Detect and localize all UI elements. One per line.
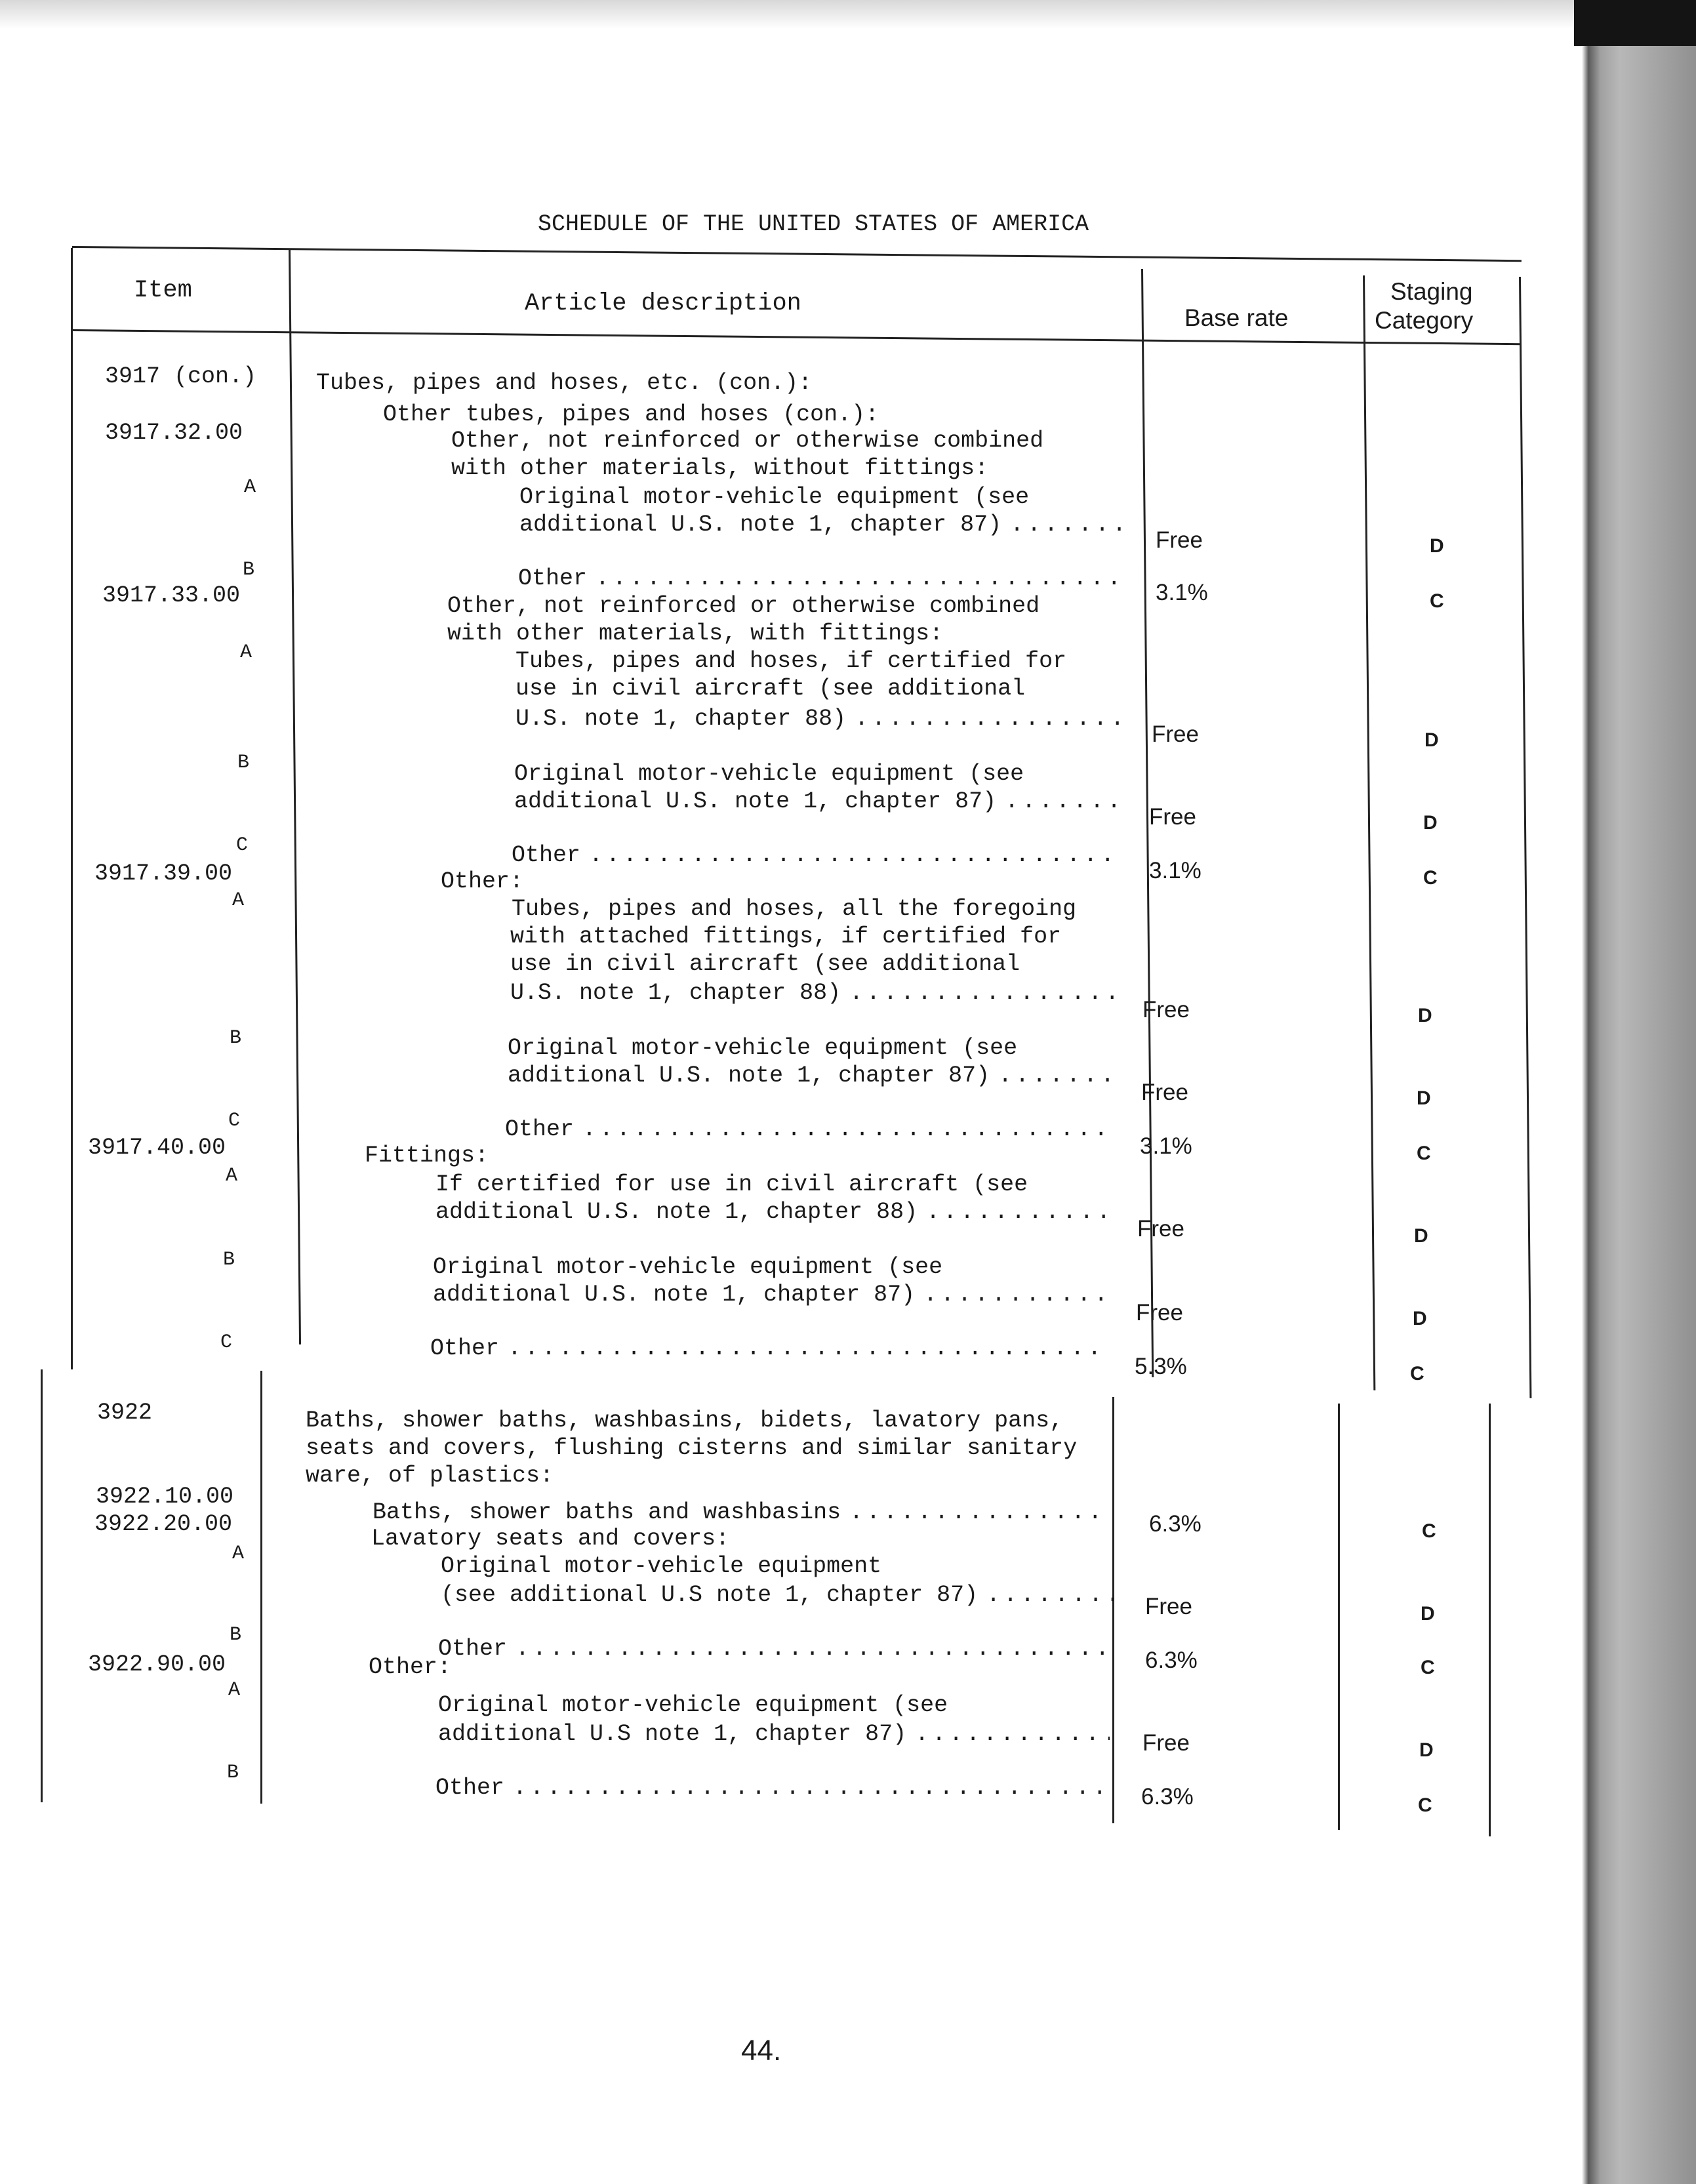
description-line: additional U.S. note 1, chapter 87) . . . (519, 512, 1125, 538)
base-rate-value: 6.3% (1141, 1784, 1194, 1810)
description-line: additional U.S. note 1, chapter 87) . . . (433, 1282, 1107, 1308)
sub-item-letter: A (232, 889, 245, 912)
scan-binding-edge (1581, 0, 1696, 2184)
staging-category-value: C (1418, 1794, 1432, 1816)
staging-category-value: D (1424, 729, 1439, 751)
description-line: Original motor-vehicle equipment (see (433, 1254, 943, 1280)
description-line: Other . . . (435, 1775, 1108, 1801)
description-line: Other . . . (430, 1335, 1106, 1362)
header-base-rate: Base rate (1184, 304, 1289, 331)
base-rate-value: Free (1156, 527, 1203, 553)
description-line: with attached fittings, if certified for (510, 923, 1062, 950)
table-right-border-lower (1489, 1404, 1491, 1836)
description-line: Tubes, pipes and hoses, etc. (con.): (316, 370, 813, 396)
staging-category-value: D (1423, 812, 1438, 834)
description-line: Lavatory seats and covers: (371, 1526, 730, 1552)
sub-item-letter: A (226, 1165, 238, 1187)
staging-category-value: D (1414, 1225, 1428, 1247)
sub-item-letter: C (220, 1331, 233, 1354)
description-line: Other: (441, 868, 524, 895)
header-staging-line2: Category (1375, 307, 1474, 334)
description-line: Other: (369, 1654, 452, 1680)
description-line: Fittings: (365, 1143, 489, 1169)
sub-item-letter: B (227, 1762, 239, 1784)
rate-column-rule-lower (1338, 1404, 1340, 1830)
description-line: Original motor-vehicle equipment (see (438, 1692, 948, 1718)
description-line: U.S. note 1, chapter 88) . . . (510, 980, 1114, 1006)
sub-item-letter: B (243, 559, 255, 581)
base-rate-value: 5.3% (1135, 1354, 1187, 1379)
table-left-border (71, 248, 73, 1369)
description-line: with other materials, with fittings: (447, 620, 944, 647)
staging-category-value: C (1421, 1657, 1435, 1678)
header-article-description: Article description (525, 290, 801, 317)
base-rate-value: Free (1142, 1730, 1190, 1756)
header-staging-line1: Staging (1390, 278, 1473, 305)
staging-category-value: C (1430, 590, 1444, 612)
description-line: Other . . . (438, 1636, 1114, 1662)
description-line: Baths, shower baths, washbasins, bidets, lavatory pans, (306, 1407, 1064, 1434)
item-code: 3922.90.00 (88, 1651, 226, 1678)
description-line: Other . . . (505, 1116, 1110, 1143)
description-line: additional U.S. note 1, chapter 87) . . . (508, 1062, 1111, 1089)
item-code: 3917 (con.) (105, 363, 257, 390)
staging-category-value: C (1410, 1363, 1424, 1385)
base-rate-value: Free (1152, 721, 1199, 747)
base-rate-value: Free (1136, 1300, 1183, 1325)
item-code: 3917.39.00 (94, 860, 233, 887)
sub-item-letter: A (244, 476, 256, 498)
description-line: additional U.S note 1, chapter 87) . . . (438, 1721, 1110, 1747)
description-column-rule-lower (1112, 1397, 1114, 1823)
description-line: Original motor-vehicle equipment (441, 1553, 882, 1579)
base-rate-value: 6.3% (1145, 1648, 1198, 1673)
sub-item-letter: B (223, 1249, 235, 1271)
page-title: SCHEDULE OF THE UNITED STATES OF AMERICA (538, 211, 1089, 237)
item-code: 3917.32.00 (105, 420, 243, 446)
description-line: additional U.S. note 1, chapter 88) . . . (435, 1199, 1110, 1225)
sub-item-letter: A (228, 1679, 241, 1701)
description-line: ware, of plastics: (306, 1463, 554, 1489)
description-line: (see additional U.S note 1, chapter 87) . . . (441, 1582, 1115, 1608)
description-line: Original motor-vehicle equipment (see (514, 761, 1024, 787)
base-rate-value: Free (1145, 1594, 1192, 1619)
description-line: seats and covers, flushing cisterns and similar sanitary (306, 1435, 1078, 1461)
staging-category-value: D (1419, 1739, 1434, 1761)
description-line: Other . . . (512, 842, 1116, 868)
sub-item-letter: B (237, 752, 250, 774)
description-line: Original motor-vehicle equipment (see (519, 484, 1030, 510)
scan-top-shadow (0, 0, 1696, 29)
item-code: 3917.40.00 (88, 1135, 226, 1161)
description-line: Other, not reinforced or otherwise combined (451, 428, 1044, 454)
description-line: with other materials, without fittings: (451, 455, 989, 481)
staging-category-value: D (1418, 1005, 1432, 1026)
page-number: 44. (741, 2034, 782, 2067)
description-line: use in civil aircraft (see additional (510, 951, 1020, 977)
base-rate-value: Free (1149, 804, 1196, 830)
item-column-rule (289, 249, 301, 1345)
header-item: Item (134, 277, 192, 304)
staging-category-value: D (1413, 1308, 1427, 1329)
sub-item-letter: A (232, 1543, 245, 1565)
base-rate-value: Free (1142, 997, 1190, 1022)
description-line: Original motor-vehicle equipment (see (508, 1035, 1018, 1061)
table-left-border-lower (41, 1369, 43, 1802)
item-code: 3922.10.00 (96, 1484, 234, 1510)
description-line: use in civil aircraft (see additional (515, 676, 1026, 702)
item-code: 3917.33.00 (102, 582, 241, 609)
staging-category-value: C (1417, 1143, 1431, 1164)
description-line: Tubes, pipes and hoses, if certified for (515, 648, 1067, 674)
description-line: additional U.S. note 1, chapter 87) . . . (514, 788, 1118, 815)
base-rate-value: Free (1141, 1080, 1188, 1105)
scan-corner-shadow (1574, 0, 1696, 46)
staging-category-value: D (1430, 535, 1444, 557)
description-line: Other tubes, pipes and hoses (con.): (383, 401, 879, 428)
description-line: If certified for use in civil aircraft (see (435, 1171, 1028, 1198)
staging-category-value: C (1422, 1520, 1436, 1542)
rate-column-rule (1363, 275, 1375, 1390)
base-rate-value: 3.1% (1149, 858, 1201, 883)
item-code: 3922.20.00 (94, 1511, 233, 1537)
sub-item-letter: C (236, 834, 249, 857)
base-rate-value: Free (1137, 1216, 1184, 1242)
base-rate-value: 3.1% (1140, 1133, 1192, 1159)
item-column-rule-lower (260, 1371, 262, 1804)
sub-item-letter: C (228, 1110, 241, 1132)
staging-category-value: D (1417, 1087, 1431, 1109)
base-rate-value: 3.1% (1156, 580, 1208, 605)
description-line: Baths, shower baths and washbasins . . . (373, 1499, 1103, 1526)
table-right-border (1519, 277, 1531, 1398)
base-rate-value: 6.3% (1149, 1511, 1201, 1537)
description-line: Other, not reinforced or otherwise combined (447, 593, 1040, 619)
item-code: 3922 (97, 1400, 153, 1426)
sub-item-letter: A (240, 641, 252, 664)
sub-item-letter: B (230, 1624, 242, 1646)
description-line: U.S. note 1, chapter 88) . . . (515, 706, 1121, 732)
sub-item-letter: B (230, 1027, 242, 1049)
description-line: Tubes, pipes and hoses, all the foregoing (512, 896, 1077, 922)
description-line: Other . . . (518, 565, 1125, 592)
staging-category-value: C (1423, 867, 1438, 889)
staging-category-value: D (1421, 1603, 1435, 1625)
